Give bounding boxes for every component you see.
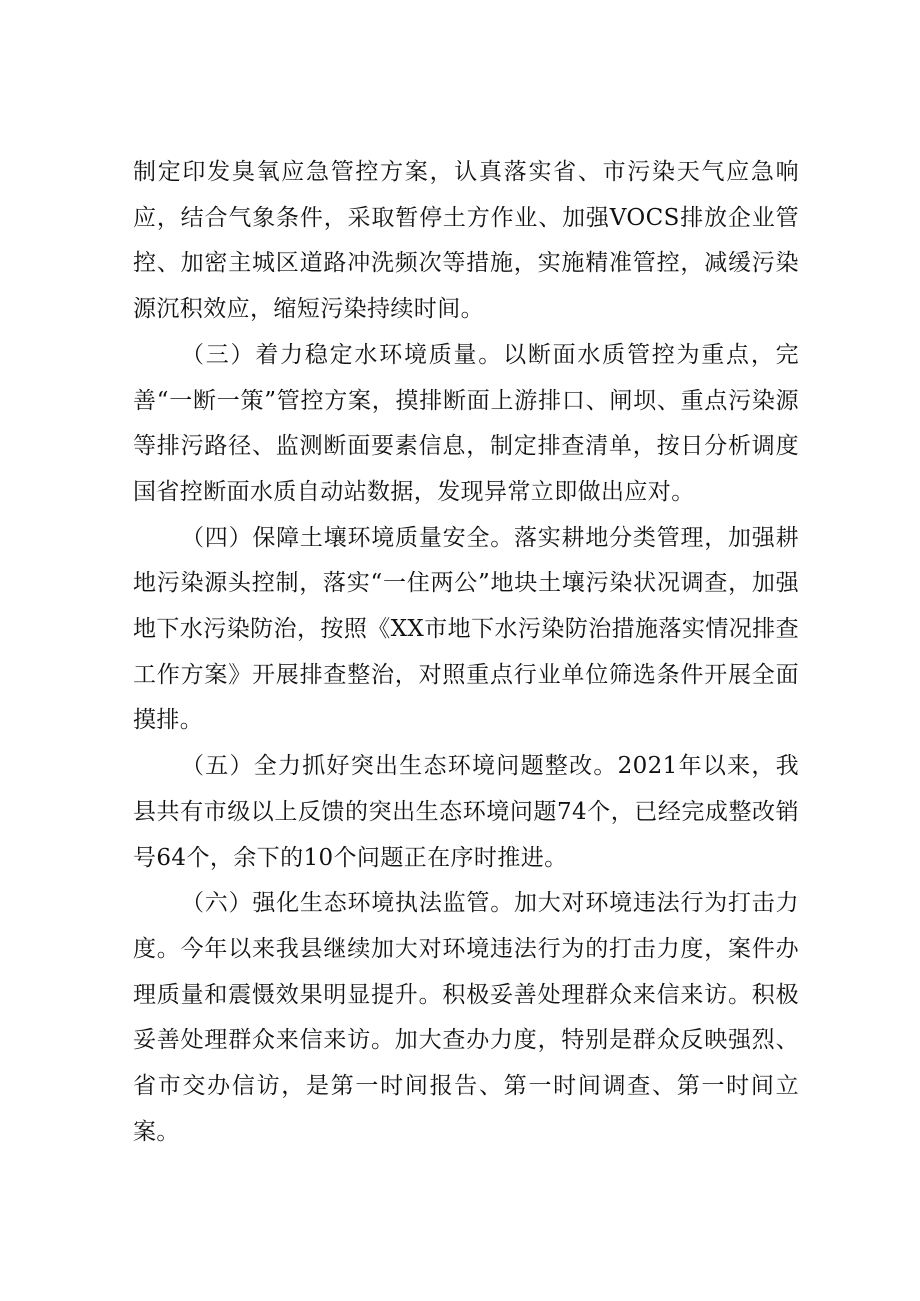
paragraph-air-pollution-control: 制定印发臭氧应急管控方案，认真落实省、市污染天气应急响应，结合气象条件，采取暂停土方作业、加强VOCS排放企业管控、加密主城区道路冲洗频次等措施，实施精准管控，减缓污染源沉积效应，缩短污染持续时间。 — [133, 159, 799, 323]
paragraph-soil-quality: （四）保障土壤环境质量安全。落实耕地分类管理，加强耕地污染源头控制，落实“一住两公”地块土壤污染状况调查，加强地下水污染防治，按照《XX市地下水污染防治措施落实情况排查工作方案》开展排查整治，对照重点行业单位筛选条件开展全面摸排。 — [133, 524, 799, 734]
document-body — [133, 150, 799, 1155]
paragraph-water-quality: （三）着力稳定水环境质量。以断面水质管控为重点，完善“一断一策”管控方案，摸排断面上游排口、闸坝、重点污染源等排污路径、监测断面要素信息，制定排查清单，按日分析调度国省控断面水质自动站数据，发现异常立即做出应对。 — [133, 341, 799, 505]
paragraph-issue-rectification: （五）全力抓好突出生态环境问题整改。2021年以来，我县共有市级以上反馈的突出生态环境问题74个，已经完成整改销号64个，余下的10个问题正在序时推进。 — [133, 753, 799, 871]
paragraph-law-enforcement: （六）强化生态环境执法监管。加大对环境违法行为打击力度。今年以来我县继续加大对环境违法行为的打击力度，案件办理质量和震慑效果明显提升。积极妥善处理群众来信来访。积极妥善处理群众来信来访。加大查办力度，特别是群众反映强烈、省市交办信访，是第一时间报告、第一时间调查、第一时间立案。 — [133, 890, 799, 1145]
